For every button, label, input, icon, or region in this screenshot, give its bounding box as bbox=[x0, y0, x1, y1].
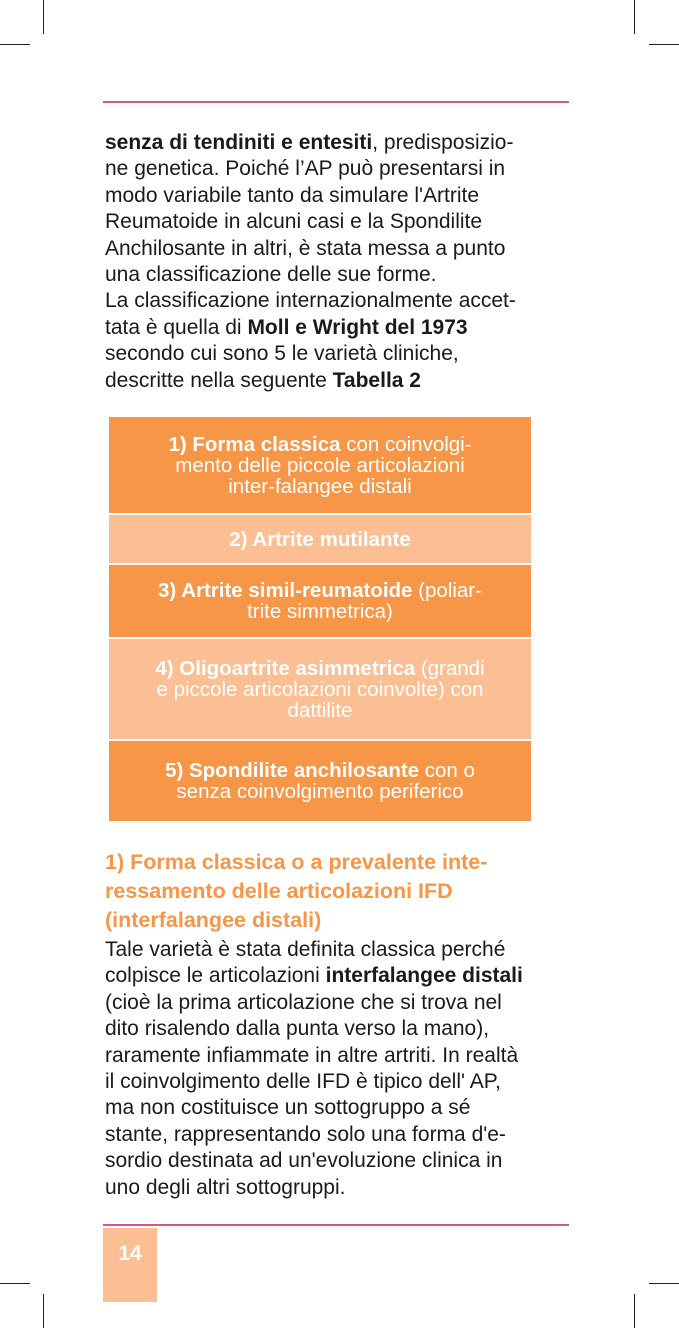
section-heading bbox=[105, 848, 575, 935]
text-line: sordio destinata ad un'evoluzione clinica in bbox=[105, 1149, 503, 1173]
row-text: (poliar- bbox=[412, 579, 482, 602]
page-number-text: 14 bbox=[118, 1242, 142, 1265]
text-line: stante, rappresentando solo una forma d'e- bbox=[105, 1122, 506, 1146]
row-title: 4) Oligoartrite asimmetrica bbox=[155, 656, 416, 680]
text-line: secondo cui sono 5 le varietà cliniche, bbox=[105, 342, 459, 366]
crop-mark bbox=[634, 1294, 635, 1328]
text-line: tata è quella di bbox=[105, 315, 248, 339]
text-line: uno degli altri sottogruppi. bbox=[105, 1175, 346, 1199]
crop-mark bbox=[43, 0, 44, 34]
row-text: trite simmetrica) bbox=[247, 600, 393, 623]
paragraph-3 bbox=[105, 937, 577, 1201]
text-line: , predisposizio- bbox=[372, 131, 514, 154]
bold-text: Moll e Wright del 1973 bbox=[247, 315, 468, 339]
bold-text: Tabella 2 bbox=[332, 368, 421, 392]
page-number bbox=[103, 1228, 157, 1302]
text-line: dito risalendo dalla punta verso la mano), bbox=[105, 1017, 490, 1041]
crop-mark bbox=[43, 1294, 44, 1328]
text-line: descritte nella seguente bbox=[105, 368, 333, 392]
crop-mark bbox=[649, 1283, 679, 1284]
body-text bbox=[105, 937, 577, 1201]
text-line: colpisce le articolazioni bbox=[105, 964, 326, 988]
crop-mark bbox=[634, 0, 635, 34]
row-text: con o bbox=[419, 759, 475, 782]
intro-text bbox=[105, 130, 577, 394]
table-row-4 bbox=[109, 639, 531, 741]
row-title: 1) Forma classica bbox=[168, 432, 341, 456]
table-row-1 bbox=[109, 417, 531, 515]
row-text: dattilite bbox=[287, 698, 353, 722]
bold-lead: senza di tendiniti e entesiti bbox=[105, 131, 373, 154]
text-line: il coinvolgimento delle IFD è tipico dell' AP, bbox=[105, 1070, 501, 1094]
bottom-rule bbox=[103, 1224, 569, 1226]
text-line: Reumatoide in alcuni casi e la Spondilite bbox=[105, 210, 483, 234]
row-title: 2) Artrite mutilante bbox=[229, 527, 411, 551]
text-line: La classificazione internazionalmente accet- bbox=[105, 289, 516, 313]
top-rule bbox=[103, 101, 569, 103]
heading-line: ressamento delle articolazioni IFD bbox=[105, 879, 453, 903]
row-text: inter-falangee distali bbox=[228, 474, 412, 498]
crop-mark bbox=[0, 44, 30, 45]
paragraph-2 bbox=[105, 288, 577, 394]
row-text: senza coinvolgimento periferico bbox=[176, 780, 464, 803]
row-title: 5) Spondilite anchilosante bbox=[165, 759, 420, 782]
text-line: una classificazione delle sue forme. bbox=[105, 263, 437, 287]
row-text: e piccole articolazioni coinvolte) con bbox=[156, 677, 484, 701]
text-line: modo variabile tanto da simulare l'Artrite bbox=[105, 183, 480, 207]
table-row-5 bbox=[109, 741, 531, 821]
row-text: mento delle piccole articolazioni bbox=[175, 453, 465, 477]
text-line: raramente infiammate in altre artriti. In realtà bbox=[105, 1043, 519, 1067]
heading-line: 1) Forma classica o a prevalente inte- bbox=[105, 850, 488, 874]
bold-text: interfalangee distali bbox=[325, 964, 523, 988]
row-text: (grandi bbox=[415, 656, 485, 680]
crop-mark bbox=[649, 44, 679, 45]
row-text: con coinvolgi- bbox=[340, 432, 472, 456]
row-title: 3) Artrite simil-reumatoide bbox=[158, 579, 413, 602]
text-line: ne genetica. Poiché l’AP può presentarsi in bbox=[105, 157, 506, 181]
classification-table bbox=[109, 417, 531, 821]
heading-line: (interfalangee distali) bbox=[105, 908, 322, 932]
crop-mark bbox=[0, 1283, 30, 1284]
table-row-2 bbox=[109, 515, 531, 565]
paragraph-1 bbox=[105, 130, 577, 288]
text-line: Anchilosante in altri, è stata messa a punto bbox=[105, 236, 506, 260]
table-row-3 bbox=[109, 565, 531, 639]
text-line: Tale varietà è stata definita classica perché bbox=[105, 938, 506, 961]
text-line: (cioè la prima articolazione che si trova nel bbox=[105, 990, 502, 1014]
text-line: ma non costituisce un sottogruppo a sé bbox=[105, 1096, 471, 1120]
